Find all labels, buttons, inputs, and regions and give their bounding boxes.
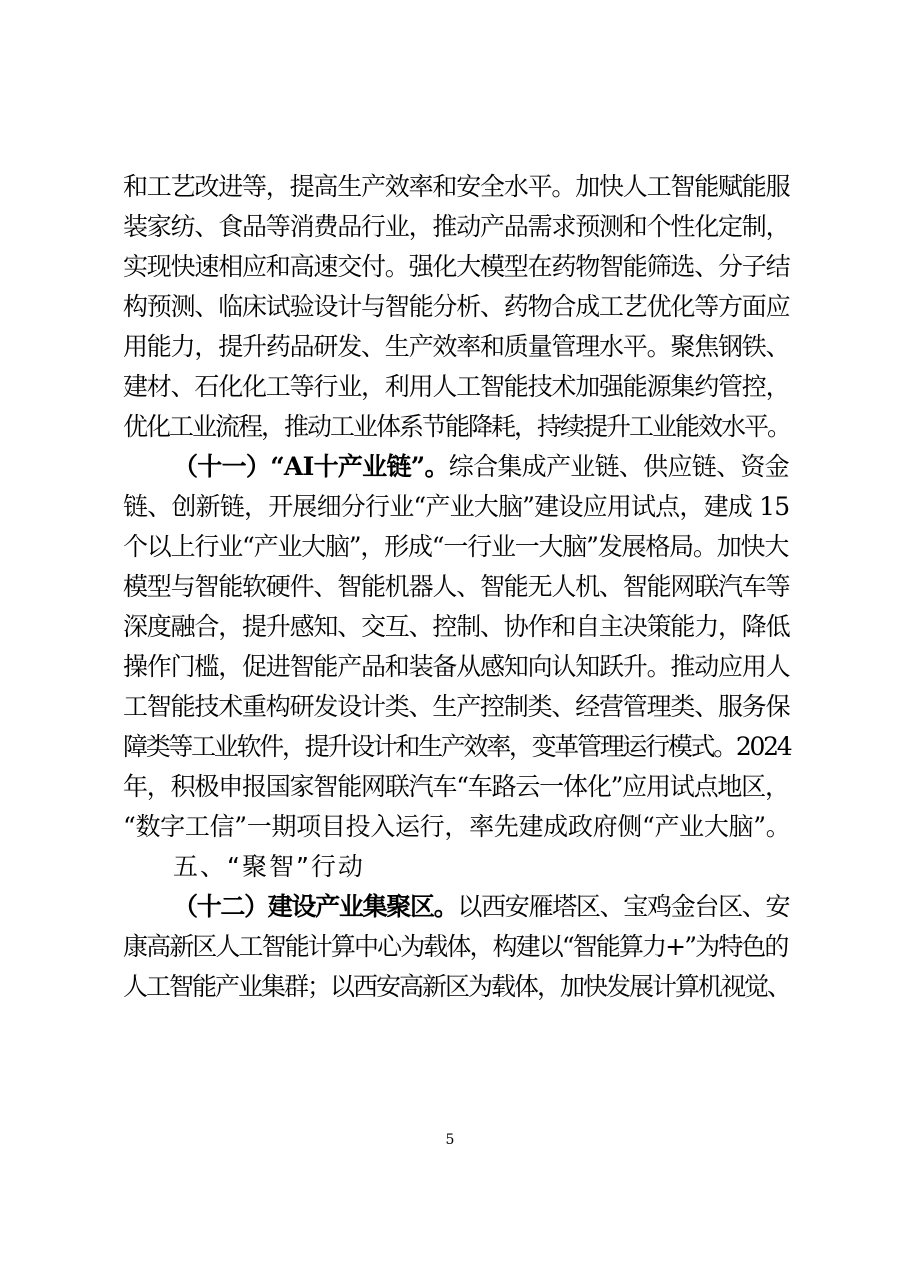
text-line: 工智能技术重构研发设计类、生产控制类、经营管理类、服务保 bbox=[123, 692, 790, 721]
text-line: 链、创新链，开展细分行业“产业大脑”建设应用试点，建成 15 bbox=[123, 492, 790, 521]
paragraph-first-line bbox=[123, 887, 790, 927]
text-line: 建材、石化化工等行业，利用人工智能技术加强能源集约管控， bbox=[123, 372, 790, 401]
page-number: 5 bbox=[445, 1132, 455, 1148]
text-line: 优化工业流程，推动工业体系节能降耗，持续提升工业能效水平。 bbox=[123, 412, 791, 441]
text-line: 和工艺改进等，提高生产效率和安全水平。加快人工智能赋能服 bbox=[123, 172, 790, 201]
text-line: 康高新区人工智能计算中心为载体，构建以“智能算力+”为特色的 bbox=[123, 932, 788, 961]
text-line: 以西安雁塔区、宝鸡金台区、安 bbox=[457, 892, 790, 921]
text-line: “数字工信”一期项目投入运行，率先建成政府侧“产业大脑”。 bbox=[123, 812, 791, 841]
text-line: 人工智能产业集群；以西安高新区为载体，加快发展计算机视觉、 bbox=[123, 972, 791, 1001]
text-line: 装家纺、食品等消费品行业，推动产品需求预测和个性化定制， bbox=[123, 212, 790, 241]
clause-title: （十二）建设产业集聚区。 bbox=[173, 892, 458, 921]
paragraph-industrial-cluster bbox=[123, 887, 790, 1007]
paragraph-ai-industry-chain bbox=[123, 447, 790, 847]
paragraph-first-line bbox=[123, 447, 790, 487]
text-line: 年，积极申报国家智能网联汽车“车路云一体化”应用试点地区， bbox=[123, 772, 789, 801]
paragraph-industry-ai bbox=[123, 167, 790, 447]
text-line: 障类等工业软件，提升设计和生产效率，变革管理运行模式。2024 bbox=[123, 732, 791, 761]
text-line: 个以上行业“产业大脑”，形成“一行业一大脑”发展格局。加快大 bbox=[123, 532, 789, 561]
text-line: 构预测、临床试验设计与智能分析、药物合成工艺优化等方面应 bbox=[123, 292, 790, 321]
text-line: 模型与智能软硬件、智能机器人、智能无人机、智能网联汽车等 bbox=[123, 572, 790, 601]
clause-title: （十一）“AI十产业链”。 bbox=[173, 452, 449, 481]
text-line: 操作门槛，促进智能产品和装备从感知向认知跃升。推动应用人 bbox=[123, 652, 790, 681]
text-line: 实现快速相应和高速交付。强化大模型在药物智能筛选、分子结 bbox=[123, 252, 790, 281]
text-line: 深度融合，提升感知、交互、控制、协作和自主决策能力，降低 bbox=[123, 612, 790, 641]
document-body bbox=[123, 167, 790, 1007]
section-heading: 五、“聚智”行动 bbox=[173, 852, 365, 881]
text-line: 用能力，提升药品研发、生产效率和质量管理水平。聚焦钢铁、 bbox=[123, 332, 790, 361]
text-line: 综合集成产业链、供应链、资金 bbox=[448, 452, 789, 481]
